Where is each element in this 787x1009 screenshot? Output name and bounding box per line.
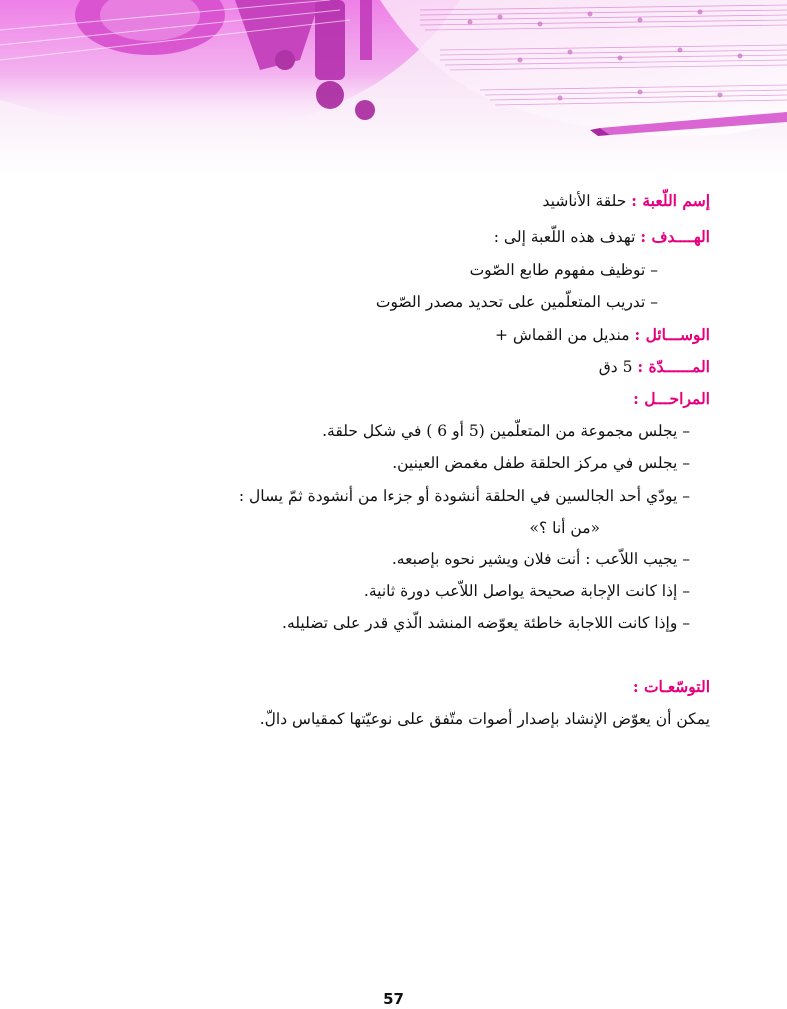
game-name-value: حلقة الأناشيد: [542, 192, 627, 210]
step-item: – يجلس في مركز الحلقة طفل مغمض العينين.: [392, 454, 690, 472]
duration-value: 5 دق: [598, 358, 633, 376]
extensions-text: يمكن أن يعوّض الإنشاد بإصدار أصوات متّفق على نوعيّتها كمقياس دالّ.: [259, 710, 710, 728]
steps-label: المراحـــل :: [633, 389, 710, 408]
step-item: – يجلس مجموعة من المتعلّمين (5 أو 6 ) في شكل حلقة.: [322, 422, 690, 440]
step-item: – يجيب اللاّعب : أنت فلان ويشير نحوه بإصبعه.: [391, 550, 690, 568]
header-banner: [0, 0, 787, 175]
steps-heading: [633, 386, 710, 412]
goal-item: – توظيف مفهوم طابع الصّوت: [469, 261, 658, 279]
extensions-label: التوسّعـات :: [632, 677, 710, 696]
violin-sheet-music-illustration: [0, 0, 787, 175]
means-label: الوســـائل :: [634, 325, 710, 344]
goal-label: الهــــدف :: [640, 227, 710, 246]
step-item-quote: «من أنا ؟»: [529, 519, 600, 537]
duration-row: [599, 354, 710, 380]
goal-item: – تدريب المتعلّمين على تحديد مصدر الصّوت: [375, 293, 658, 311]
step-item: – إذا كانت الإجابة صحيحة يواصل اللاّعب دورة ثانية.: [363, 582, 690, 600]
step-item: – وإذا كانت اللاجابة خاطئة يعوّضه المنشد الّذي قدر على تضليله.: [282, 614, 690, 632]
game-name-row: [543, 188, 710, 214]
page-number: 57: [383, 990, 404, 1008]
means-value: منديل من القماش +: [495, 326, 630, 344]
means-row: [495, 322, 710, 348]
goal-value: تهدف هذه اللّعبة إلى :: [493, 228, 636, 246]
extensions-heading: [633, 674, 710, 700]
step-item: – يودّي أحد الجالسين في الحلقة أنشودة أو جزءا من أنشودة ثمّ يسال :: [238, 487, 690, 505]
duration-label: المــــــدّة :: [637, 357, 710, 376]
goal-row: [494, 224, 710, 250]
game-name-label: إسم اللّعبة :: [631, 191, 710, 210]
